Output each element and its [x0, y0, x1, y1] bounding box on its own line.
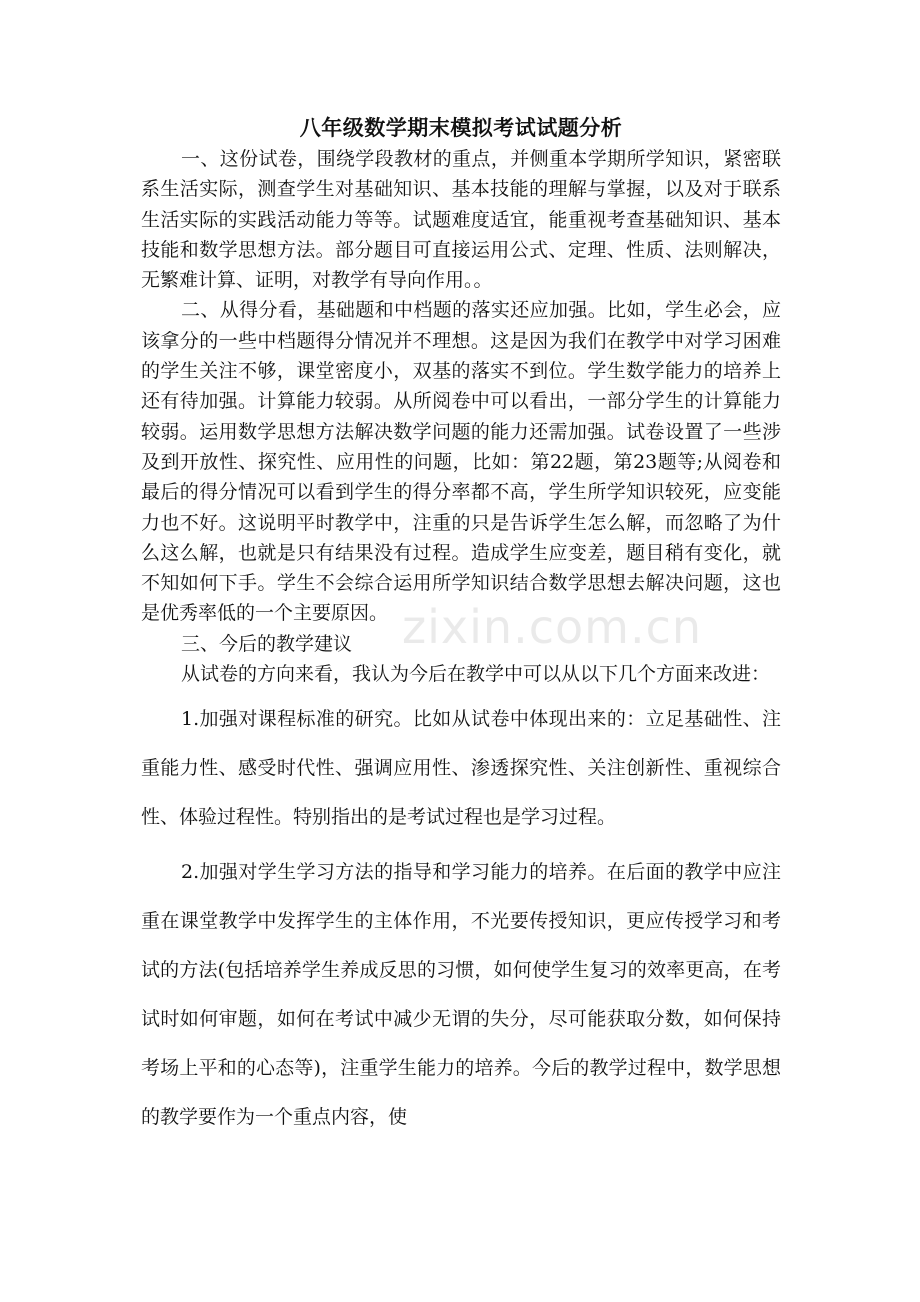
- paragraph-score-analysis: 二、从得分看，基础题和中档题的落实还应加强。比如，学生必会，应该拿分的一些中档题得分情况并不理想。这是因为我们在教学中对学习困难的学生关注不够，课堂密度小，双基的落实不到位。学生数学能力的培养上还有待加强。计算能力较弱。从所阅卷中可以看出，一部分学生的计算能力较弱。运用数学思想方法解决数学问题的能力还需加强。试卷设置了一些涉及到开放性、探究性、应用性的问题，比如：第22题，第23题等;从阅卷和最后的得分情况可以看到学生的得分率都不高，学生所学知识较死，应变能力也不好。这说明平时教学中，注重的只是告诉学生怎么解，而忽略了为什么这么解，也就是只有结果没有过程。造成学生应变差，题目稍有变化，就不知如何下手。学生不会综合运用所学知识结合数学思想去解决问题，这也是优秀率低的一个主要原因。: [141, 299, 781, 625]
- document-page: [141, 112, 781, 1142]
- paragraph-suggestion-2: 2.加强对学生学习方法的指导和学习能力的培养。在后面的教学中应注重在课堂教学中发挥学生的主体作用，不光要传授知识，更应传授学习和考试的方法(包括培养学生养成反思的习惯，如何使学生复习的效率更高，在考试时如何审题，如何在考试中减少无谓的失分，尽可能获取分数，如何保持考场上平和的心态等)，注重学生能力的培养。今后的教学过程中，数学思想的教学要作为一个重点内容，使: [141, 861, 781, 1129]
- section-heading-suggestions: 三、今后的教学建议: [181, 632, 353, 655]
- paragraph-suggestion-1: 1.加强对课程标准的研究。比如从试卷中体现出来的：立足基础性、注重能力性、感受时代性、强调应用性、渗透探究性、关注创新性、重视综合性、体验过程性。特别指出的是考试过程也是学习过程。: [141, 708, 781, 829]
- paragraph-intro-suggestions: 从试卷的方向来看，我认为今后在教学中可以从以下几个方面来改进：: [181, 663, 771, 686]
- paragraph-overview: 一、这份试卷，围绕学段教材的重点，并侧重本学期所学知识，紧密联系生活实际，测查学生对基础知识、基本技能的理解与掌握，以及对于联系生活实际的实践活动能力等等。试题难度适宜，能重视考查基础知识、基本技能和数学思想方法。部分题目可直接运用公式、定理、性质、法则解决，无繁难计算、证明，对教学有导向作用。。: [141, 148, 781, 292]
- document-title: 八年级数学期末模拟考试试题分析: [299, 115, 623, 140]
- watermark-text: zixin.com.cn: [402, 600, 703, 654]
